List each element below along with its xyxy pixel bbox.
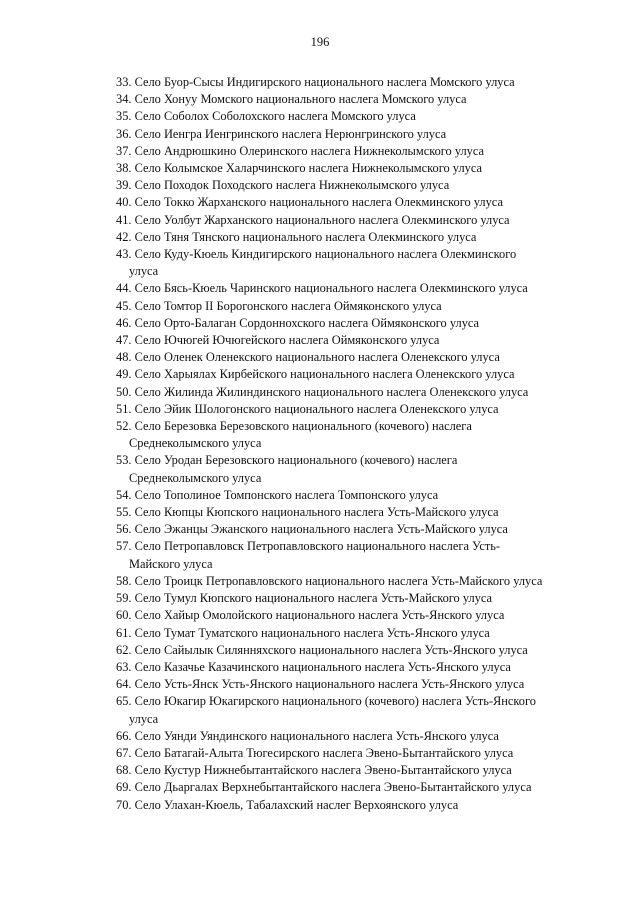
list-item-continuation: Среднеколымского улуса — [129, 436, 262, 451]
list-item — [116, 315, 564, 332]
list-item — [116, 246, 564, 280]
list-item — [116, 728, 564, 745]
list-item-text: 37. Село Андрюшкино Олеринского наслега Нижнеколымского улуса — [116, 143, 485, 158]
list-item-text: 34. Село Хонуу Момского национального наслега Момского улуса — [116, 92, 467, 107]
list-item-text: 46. Село Орто-Балаган Сордоннохского наслега Оймяконского улуса — [116, 315, 480, 330]
list-item-text: 39. Село Походок Походского наслега Нижнеколымского улуса — [116, 178, 450, 193]
list-item — [116, 504, 564, 521]
list-item — [116, 401, 564, 418]
list-item-text: 61. Село Тумат Туматского национального наслега Усть-Янского улуса — [116, 625, 490, 640]
list-item — [116, 745, 564, 762]
list-item-text: 45. Село Томтор II Борогонского наслега Оймяконского улуса — [116, 298, 442, 313]
list-item-text: 42. Село Тяня Тянского национального наслега Олекминского улуса — [116, 229, 477, 244]
list-item — [116, 160, 564, 177]
list-item — [116, 126, 564, 143]
list-item — [116, 194, 564, 211]
list-item — [116, 143, 564, 160]
list-item — [116, 625, 564, 642]
list-item — [116, 177, 564, 194]
list-item — [116, 91, 564, 108]
list-item — [116, 676, 564, 693]
list-item-text: 40. Село Токко Жарханского национального наслега Олекминского улуса — [116, 195, 503, 210]
list-item — [116, 487, 564, 504]
list-item — [116, 280, 564, 297]
list-item — [116, 74, 564, 91]
list-item-text: 49. Село Харыялах Кирбейского национального наслега Оленекского улуса — [116, 367, 515, 382]
list-item-continuation: улуса — [129, 711, 159, 726]
list-item-text: 36. Село Иенгра Иенгринского наслега Нерюнгринского улуса — [116, 126, 447, 141]
list-item — [116, 521, 564, 538]
list-item-text: 66. Село Уянди Уяндинского национального наслега Усть-Янского улуса — [116, 728, 499, 743]
list-item — [116, 779, 564, 796]
list-item-text: 51. Село Эйик Шологонского национального наслега Оленекского улуса — [116, 401, 499, 416]
list-item — [116, 590, 564, 607]
list-item — [116, 693, 564, 727]
list-item-text: 58. Село Троицк Петропавловского национального наслега Усть-Майского улуса — [116, 573, 543, 588]
list-item — [116, 452, 564, 486]
list-item-text: 47. Село Ючюгей Ючюгейского наслега Оймяконского улуса — [116, 333, 440, 348]
list-item — [116, 384, 564, 401]
list-item — [116, 607, 564, 624]
list-item-text: 68. Село Кустур Нижнебытантайского наслега Эвено-Бытантайского улуса — [116, 763, 512, 778]
list-item-text: 59. Село Тумул Кюпского национального наслега Усть-Майского улуса — [116, 591, 493, 606]
list-item-text: 43. Село Куду-Кюель Киндигирского национального наслега Олекминского — [116, 247, 517, 262]
list-item — [116, 418, 564, 452]
list-item-text: 52. Село Березовка Березовского национального (кочевого) наслега — [116, 419, 472, 434]
list-item-text: 55. Село Кюпцы Кюпского национального наслега Усть-Майского улуса — [116, 505, 499, 520]
list-item-text: 56. Село Эжанцы Эжанского национального наслега Усть-Майского улуса — [116, 522, 508, 537]
list-item — [116, 349, 564, 366]
list-item-text: 33. Село Буор-Сысы Индигирского национального наслега Момского улуса — [116, 75, 515, 89]
list-item-text: 64. Село Усть-Янск Усть-Янского национального наслега Усть-Янского улуса — [116, 677, 525, 692]
list-item — [116, 366, 564, 383]
list-item-text: 65. Село Юкагир Юкагирского национального (кочевого) наслега Усть-Янского — [116, 694, 536, 709]
list-item-text: 50. Село Жилинда Жилиндинского национального наслега Оленекского улуса — [116, 384, 529, 399]
list-item-continuation: Среднеколымского улуса — [129, 470, 262, 485]
list-item-text: 60. Село Хайыр Омолойского национального наслега Усть-Янского улуса — [116, 608, 505, 623]
settlement-list — [116, 74, 564, 814]
list-item-text: 44. Село Бясь-Кюель Чаринского национального наслега Олекминского улуса — [116, 281, 528, 296]
list-item — [116, 108, 564, 125]
list-item — [116, 659, 564, 676]
list-item — [116, 573, 564, 590]
list-item-text: 70. Село Улахан-Кюель, Табалахский наслег Верхоянского улуса — [116, 797, 459, 812]
list-item-text: 57. Село Петропавловск Петропавловского национального наслега Усть- — [116, 539, 501, 554]
list-item-text: 53. Село Уродан Березовского национального (кочевого) наслега — [116, 453, 458, 468]
list-item-text: 54. Село Тополиное Томпонского наслега Томпонского улуса — [116, 487, 439, 502]
list-item — [116, 538, 564, 572]
list-item-continuation: Майского улуса — [129, 556, 213, 571]
list-item-continuation: улуса — [129, 264, 159, 279]
list-item — [116, 212, 564, 229]
list-item — [116, 332, 564, 349]
list-item-text: 67. Село Батагай-Алыта Тюгесирского наслега Эвено-Бытантайского улуса — [116, 745, 514, 760]
page-number: 196 — [310, 35, 330, 49]
list-item-text: 63. Село Казачье Казачинского национального наслега Усть-Янского улуса — [116, 659, 511, 674]
list-item-text: 35. Село Соболох Соболохского наслега Момского улуса — [116, 109, 416, 124]
list-item — [116, 762, 564, 779]
list-item-text: 48. Село Оленек Оленекского национального наслега Оленекского улуса — [116, 350, 500, 365]
list-item — [116, 642, 564, 659]
list-item-text: 38. Село Колымское Халарчинского наслега Нижнеколымского улуса — [116, 161, 482, 176]
list-item — [116, 298, 564, 315]
list-item-text: 62. Село Сайылык Силянняхского национального наслега Усть-Янского улуса — [116, 642, 528, 657]
list-item — [116, 797, 564, 814]
list-item — [116, 229, 564, 246]
list-item-text: 69. Село Дьаргалах Верхнебытантайского наслега Эвено-Бытантайского улуса — [116, 780, 532, 795]
list-item-text: 41. Село Уолбут Жарханского национального наслега Олекминского улуса — [116, 212, 510, 227]
